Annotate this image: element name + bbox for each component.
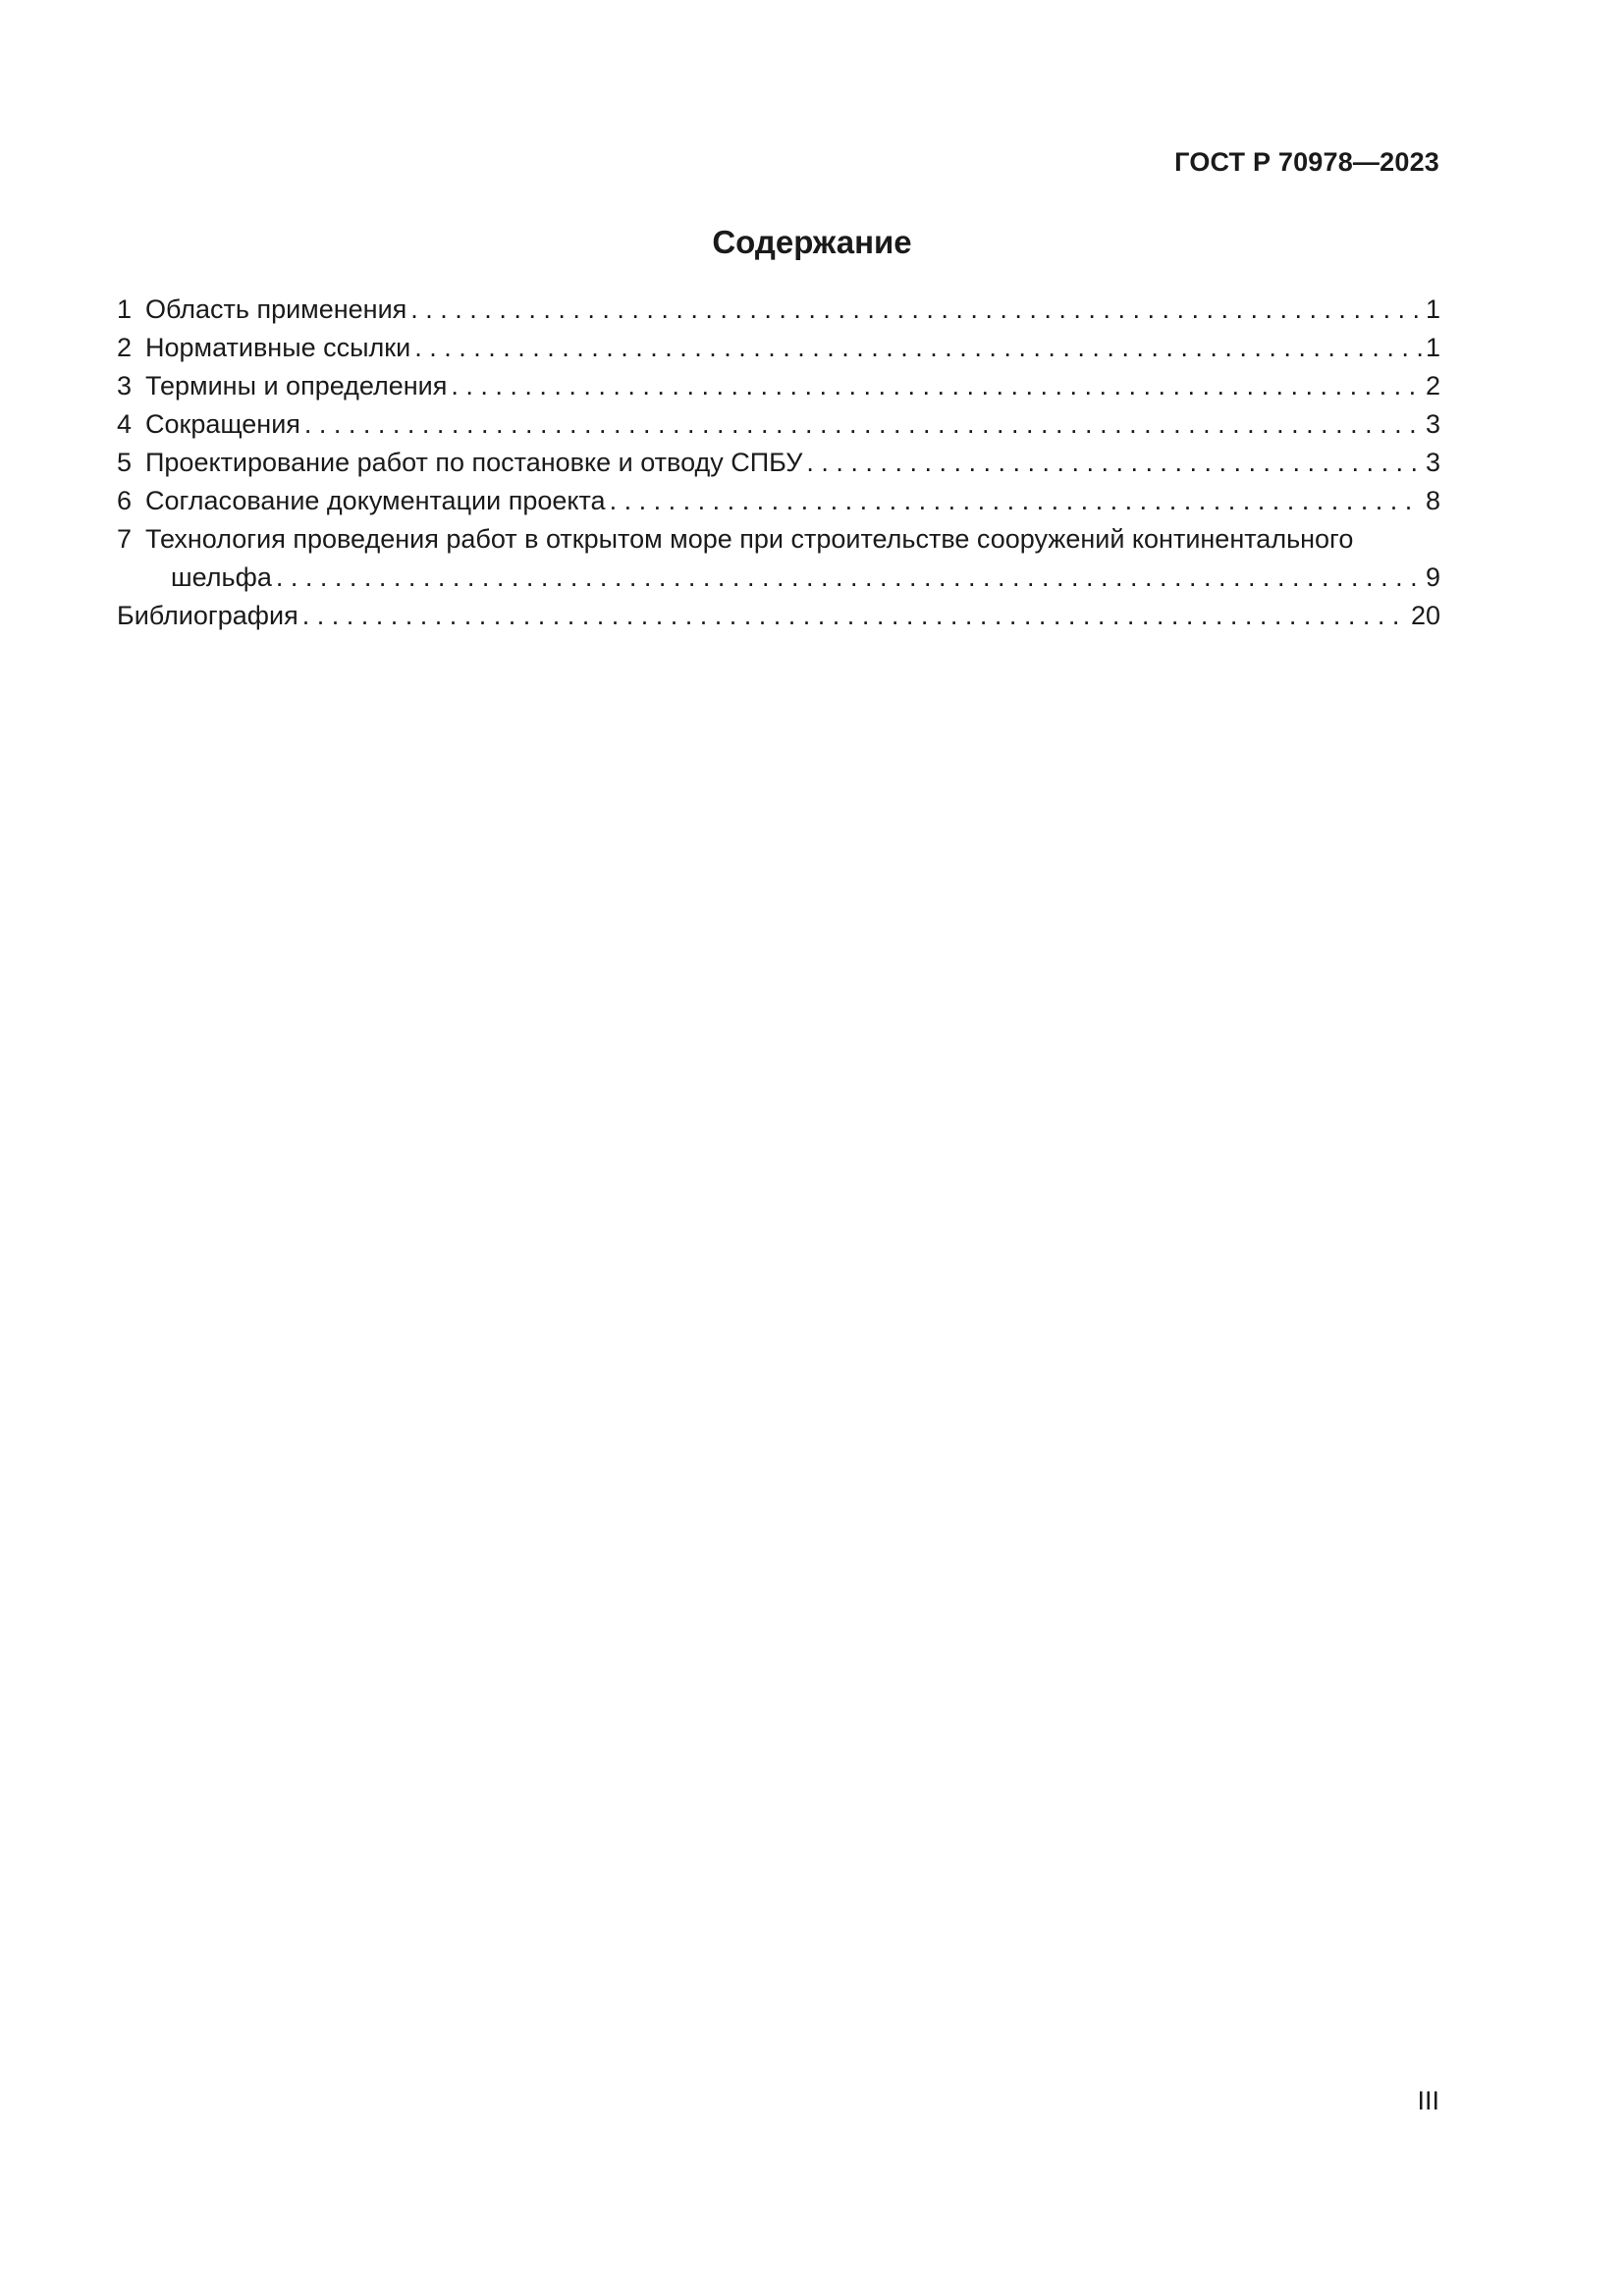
toc-entry-label-line2: шельфа bbox=[171, 562, 272, 592]
toc-entry-number: 3 bbox=[117, 371, 133, 400]
toc-entry-bibliography[interactable] bbox=[117, 597, 1440, 635]
toc-dot-leader bbox=[451, 367, 1422, 405]
toc-entry-label: Сокращения bbox=[145, 409, 300, 439]
toc-dot-leader bbox=[302, 597, 1407, 635]
toc-entry-label: Проектирование работ по постановке и отводу СПБУ bbox=[145, 448, 803, 477]
toc-dot-leader bbox=[410, 291, 1422, 329]
toc-entry-number: 1 bbox=[117, 294, 133, 324]
toc-entry-page: 20 bbox=[1410, 601, 1440, 630]
page-number: III bbox=[1417, 2086, 1439, 2115]
toc-entry[interactable] bbox=[117, 405, 1440, 444]
toc-entry[interactable] bbox=[117, 329, 1440, 367]
toc-entry[interactable] bbox=[117, 444, 1440, 482]
toc-entry-label: Библиография bbox=[117, 601, 298, 630]
toc-entry-page: 8 bbox=[1425, 486, 1440, 515]
toc-entry-number: 4 bbox=[117, 409, 133, 439]
toc-entry-number: 5 bbox=[117, 448, 133, 477]
toc-entry-label: Нормативные ссылки bbox=[145, 333, 411, 362]
toc-entry-number: 6 bbox=[117, 486, 133, 515]
toc-dot-leader bbox=[276, 559, 1422, 597]
toc-entry-page: 1 bbox=[1425, 333, 1440, 362]
table-of-contents bbox=[117, 291, 1440, 635]
toc-entry-page: 3 bbox=[1425, 448, 1440, 477]
document-standard-code: ГОСТ Р 70978—2023 bbox=[1174, 147, 1439, 177]
toc-entry-label: Область применения bbox=[145, 294, 407, 324]
toc-entry-label-line1: Технология проведения работ в открытом море при строительстве сооружений континентального bbox=[145, 524, 1354, 554]
toc-entry-page: 1 bbox=[1425, 294, 1440, 324]
toc-entry-page: 9 bbox=[1425, 562, 1440, 592]
toc-entry-number: 2 bbox=[117, 333, 133, 362]
toc-dot-leader bbox=[806, 444, 1422, 482]
toc-entry-label: Согласование документации проекта bbox=[145, 486, 606, 515]
toc-entry[interactable] bbox=[117, 367, 1440, 405]
toc-entry[interactable] bbox=[117, 520, 1440, 559]
toc-dot-leader bbox=[414, 329, 1422, 367]
toc-title: Содержание bbox=[712, 224, 912, 260]
toc-dot-leader bbox=[610, 482, 1422, 520]
toc-entry-number: 7 bbox=[117, 524, 133, 554]
toc-dot-leader bbox=[304, 405, 1422, 444]
toc-entry[interactable] bbox=[117, 482, 1440, 520]
toc-entry-continuation[interactable] bbox=[117, 559, 1440, 597]
toc-entry[interactable] bbox=[117, 291, 1440, 329]
toc-entry-label: Термины и определения bbox=[145, 371, 448, 400]
toc-entry-page: 3 bbox=[1425, 409, 1440, 439]
toc-entry-page: 2 bbox=[1425, 371, 1440, 400]
